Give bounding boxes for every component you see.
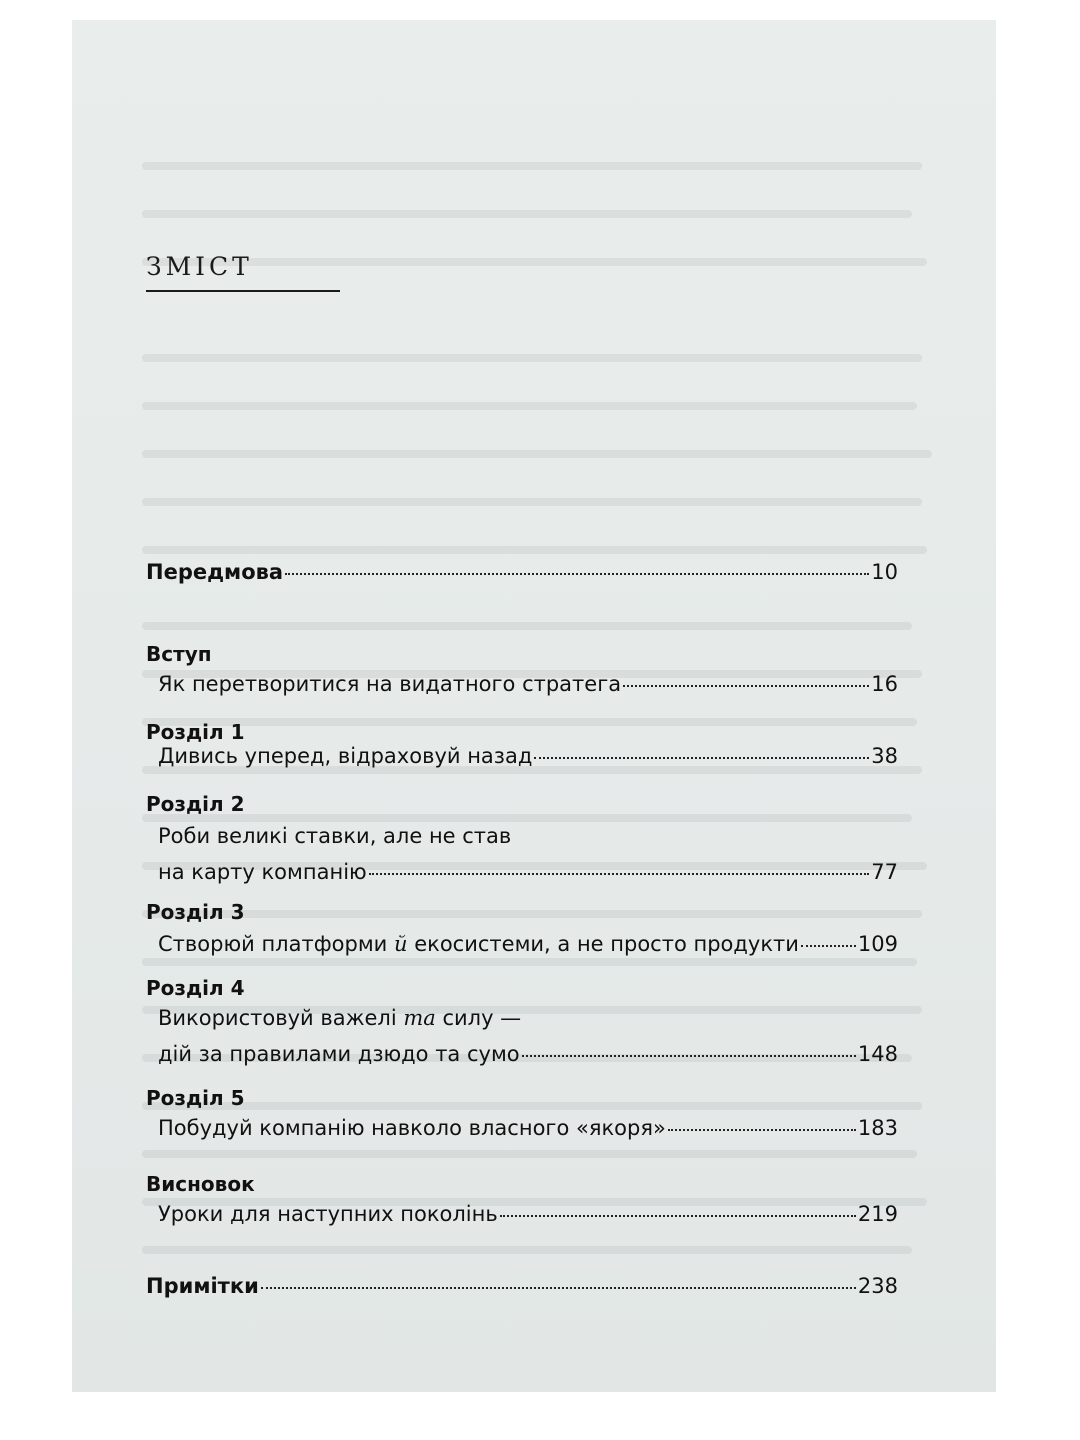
dot-leader xyxy=(285,573,869,575)
dot-leader xyxy=(522,1055,856,1057)
label-italic: та xyxy=(403,1006,436,1030)
label-part: Використовуй важелі xyxy=(158,1006,404,1030)
toc-page-number: 219 xyxy=(857,1202,898,1226)
toc-entry-label: дій за правилами дзюдо та сумо xyxy=(158,1042,520,1066)
section-title-ch5: Розділ 5 xyxy=(146,1086,245,1110)
toc-page-number: 16 xyxy=(871,672,898,696)
toc-entry-label: Дивись уперед, відраховуй назад xyxy=(158,744,533,768)
toc-entry-label: на карту компанію xyxy=(158,860,367,884)
section-title-conclusion: Висновок xyxy=(146,1172,255,1196)
toc-entry-label: Уроки для наступних поколінь xyxy=(158,1202,498,1226)
section-title-ch2: Розділ 2 xyxy=(146,792,245,816)
dot-leader xyxy=(801,945,856,947)
toc-entry-ch2-line1: Роби великі ставки, але не став xyxy=(158,824,512,848)
section-title-ch1: Розділ 1 xyxy=(146,720,245,744)
toc-page-number: 238 xyxy=(857,1274,898,1298)
toc-entry-ch4-line1 xyxy=(158,1006,521,1030)
label-part: силу — xyxy=(435,1006,522,1030)
toc-page-number: 38 xyxy=(871,744,898,768)
toc-heading: ЗМІСТ xyxy=(146,252,253,281)
section-title-ch4: Розділ 4 xyxy=(146,976,245,1000)
dot-leader xyxy=(668,1129,856,1131)
label-part: Створюй платформи xyxy=(158,932,395,956)
toc-page-number: 77 xyxy=(871,860,898,884)
book-page xyxy=(72,20,996,1392)
toc-entry-ch1[interactable] xyxy=(158,744,898,784)
toc-entry-notes[interactable] xyxy=(146,1274,898,1314)
toc-entry-label: Побудуй компанію навколо власного «якоря» xyxy=(158,1116,666,1140)
toc-entry-label xyxy=(158,932,799,956)
toc-entry-ch3[interactable] xyxy=(158,932,898,972)
toc-entry-ch2[interactable] xyxy=(158,860,898,900)
dot-leader xyxy=(369,873,870,875)
toc-entry-label: Передмова xyxy=(146,560,284,584)
toc-page-number: 109 xyxy=(857,932,898,956)
toc-page-number: 183 xyxy=(857,1116,898,1140)
toc-entry-preface[interactable] xyxy=(146,560,898,600)
label-part: екосистеми, а не просто продукти xyxy=(407,932,799,956)
toc-entry-ch5[interactable] xyxy=(158,1116,898,1156)
dot-leader xyxy=(261,1287,856,1289)
toc-page-number: 10 xyxy=(871,560,898,584)
dot-leader xyxy=(534,757,869,759)
section-title-ch3: Розділ 3 xyxy=(146,900,245,924)
toc-entry-conclusion[interactable] xyxy=(158,1202,898,1242)
dot-leader xyxy=(500,1215,856,1217)
dot-leader xyxy=(623,685,869,687)
section-title-intro: Вступ xyxy=(146,642,212,666)
toc-entry-intro[interactable] xyxy=(158,672,898,712)
label-italic: й xyxy=(394,932,408,956)
toc-entry-label: Примітки xyxy=(146,1274,259,1298)
toc-entry-ch4[interactable] xyxy=(158,1042,898,1082)
toc-entry-label: Як перетворитися на видатного стратега xyxy=(158,672,622,696)
toc-page-number: 148 xyxy=(857,1042,898,1066)
heading-underline xyxy=(146,290,340,292)
